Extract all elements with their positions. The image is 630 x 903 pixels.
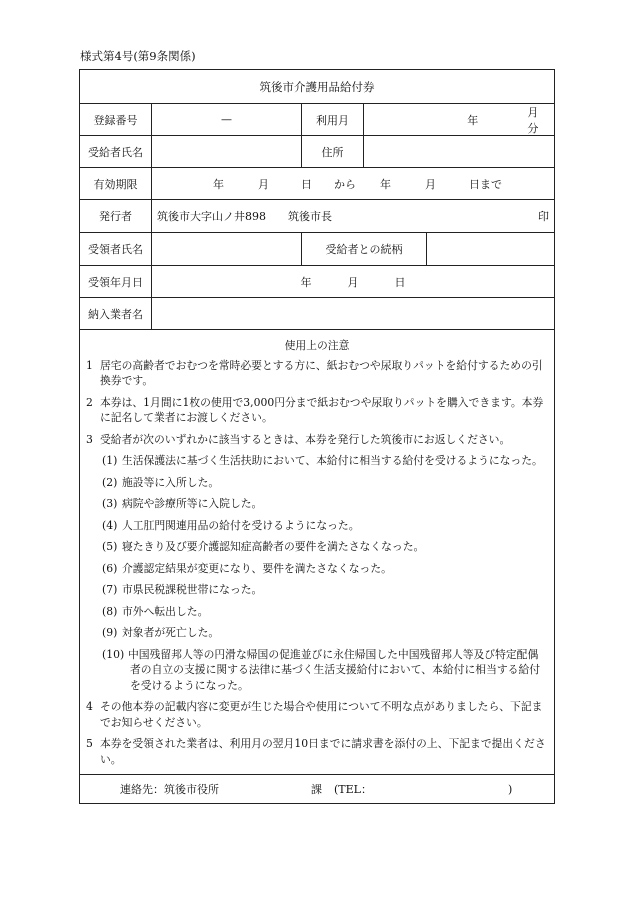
receipt-year: 年 — [300, 275, 312, 289]
validity-start-day: 日 — [301, 177, 312, 191]
validity-row — [80, 168, 554, 200]
vendor-label: 納入業者名 — [80, 298, 152, 329]
note-item: 3 受給者が次のいずれかに該当するときは、本券を発行した筑後市にお返しください。 — [86, 432, 511, 446]
relationship-field[interactable] — [427, 233, 554, 265]
use-month-portion: 月分 — [527, 105, 539, 135]
note-subitem: (3) 病院や診療所等に入院した。 — [102, 497, 263, 510]
note-subitem: (5) 寝たきり及び要介護認知症高齢者の要件を満たさなくなった。 — [102, 540, 425, 553]
vendor-field[interactable] — [152, 298, 554, 329]
contact-section-ka: 課 — [311, 783, 322, 796]
issuer-row — [80, 200, 554, 233]
validity-label: 有効期限 — [80, 168, 152, 199]
note-subitem: (2) 施設等に入所した。 — [102, 475, 220, 489]
issuer-label: 発行者 — [80, 200, 152, 232]
validity-until: 日まで — [469, 177, 502, 191]
note-subitem: (1) 生活保護法に基づく生活扶助において、本給付に相当する給付を受けるようになった。 — [102, 454, 543, 467]
issuer-field — [152, 200, 554, 232]
recipient-name-field[interactable] — [152, 136, 302, 167]
receipt-date-label: 受領年月日 — [80, 266, 152, 297]
note-item: 5 本券を受領された業者は、利用月の翌月10日までに請求書を添付の上、下記まで提出ください。 — [86, 737, 546, 766]
contact-tel: (TEL： — [334, 783, 372, 796]
vendor-row — [80, 298, 554, 330]
contact-close: ) — [507, 782, 513, 796]
note-subitem: (7) 市県民税課税世帯になった。 — [102, 583, 263, 596]
note-item: 4 その他本券の記載内容に変更が生じた場合や使用について不明な点がありましたら、下記までお知らせください。 — [86, 700, 543, 729]
issuer-mayor: 筑後市長 — [288, 210, 332, 223]
validity-from: から — [334, 177, 356, 191]
validity-end-month: 月 — [425, 177, 436, 191]
form-title: 筑後市介護用品給付券 — [80, 70, 554, 104]
note-subitem: (6) 介護認定結果が変更になり、要件を満たさなくなった。 — [102, 561, 392, 575]
receiver-name-label: 受領者氏名 — [80, 233, 152, 265]
address-label: 住所 — [302, 136, 364, 167]
note-subitem: (10) 中国残留邦人等の円滑な帰国の促進並びに永住帰国した中国残留邦人等及び特定配偶者の自立の支援に関する法律に基づく生活支援給付において、本給付に相当する給付を受けるようになった。 — [102, 647, 541, 692]
recipient-name-label: 受給者氏名 — [80, 136, 152, 167]
contact-prefix: 連絡先：筑後市役所 — [120, 783, 219, 796]
seal-mark: 印 — [538, 210, 549, 223]
receiver-row — [80, 233, 554, 266]
note-subitem: (9) 対象者が死亡した。 — [102, 626, 220, 639]
relationship-label: 受給者との続柄 — [302, 233, 427, 265]
validity-start-year: 年 — [213, 177, 224, 191]
use-year-unit: 年 — [467, 113, 479, 127]
registration-row — [80, 104, 554, 136]
receiver-name-field[interactable] — [152, 233, 302, 265]
registration-number-label: 登録番号 — [80, 104, 152, 135]
note-subitem: (8) 市外へ転出した。 — [102, 604, 209, 618]
issuer-address: 筑後市大字山ノ井898 — [157, 210, 266, 223]
usage-notes — [80, 330, 554, 775]
use-month-field[interactable] — [364, 104, 554, 135]
notes-title: 使用上の注意 — [284, 339, 350, 352]
form-number-label: 様式第4号(第9条関係) — [80, 49, 196, 63]
receipt-date-field[interactable] — [152, 266, 554, 297]
note-item: 2 本券は、1月間に1枚の使用で3,000円分まで紙おむつや尿取りパットを購入できます。本券に記名して業者にお渡しください。 — [86, 395, 544, 424]
contact-row — [80, 775, 554, 803]
receipt-month: 月 — [347, 275, 359, 289]
address-field[interactable] — [364, 136, 554, 167]
receipt-day: 日 — [394, 275, 406, 289]
validity-start-month: 月 — [258, 177, 269, 191]
validity-field[interactable] — [152, 168, 554, 199]
use-month-label: 利用月 — [302, 104, 364, 135]
note-item: 1 居宅の高齢者でおむつを常時必要とする方に、紙おむつや尿取りパットを給付するための引換券です。 — [86, 358, 543, 387]
validity-end-year: 年 — [380, 177, 391, 191]
registration-number-value[interactable]: — — [152, 104, 302, 135]
note-subitem: (4) 人工肛門関連用品の給付を受けるようになった。 — [102, 518, 360, 532]
recipient-row — [80, 136, 554, 168]
receipt-date-row — [80, 266, 554, 298]
voucher-form — [79, 69, 555, 804]
